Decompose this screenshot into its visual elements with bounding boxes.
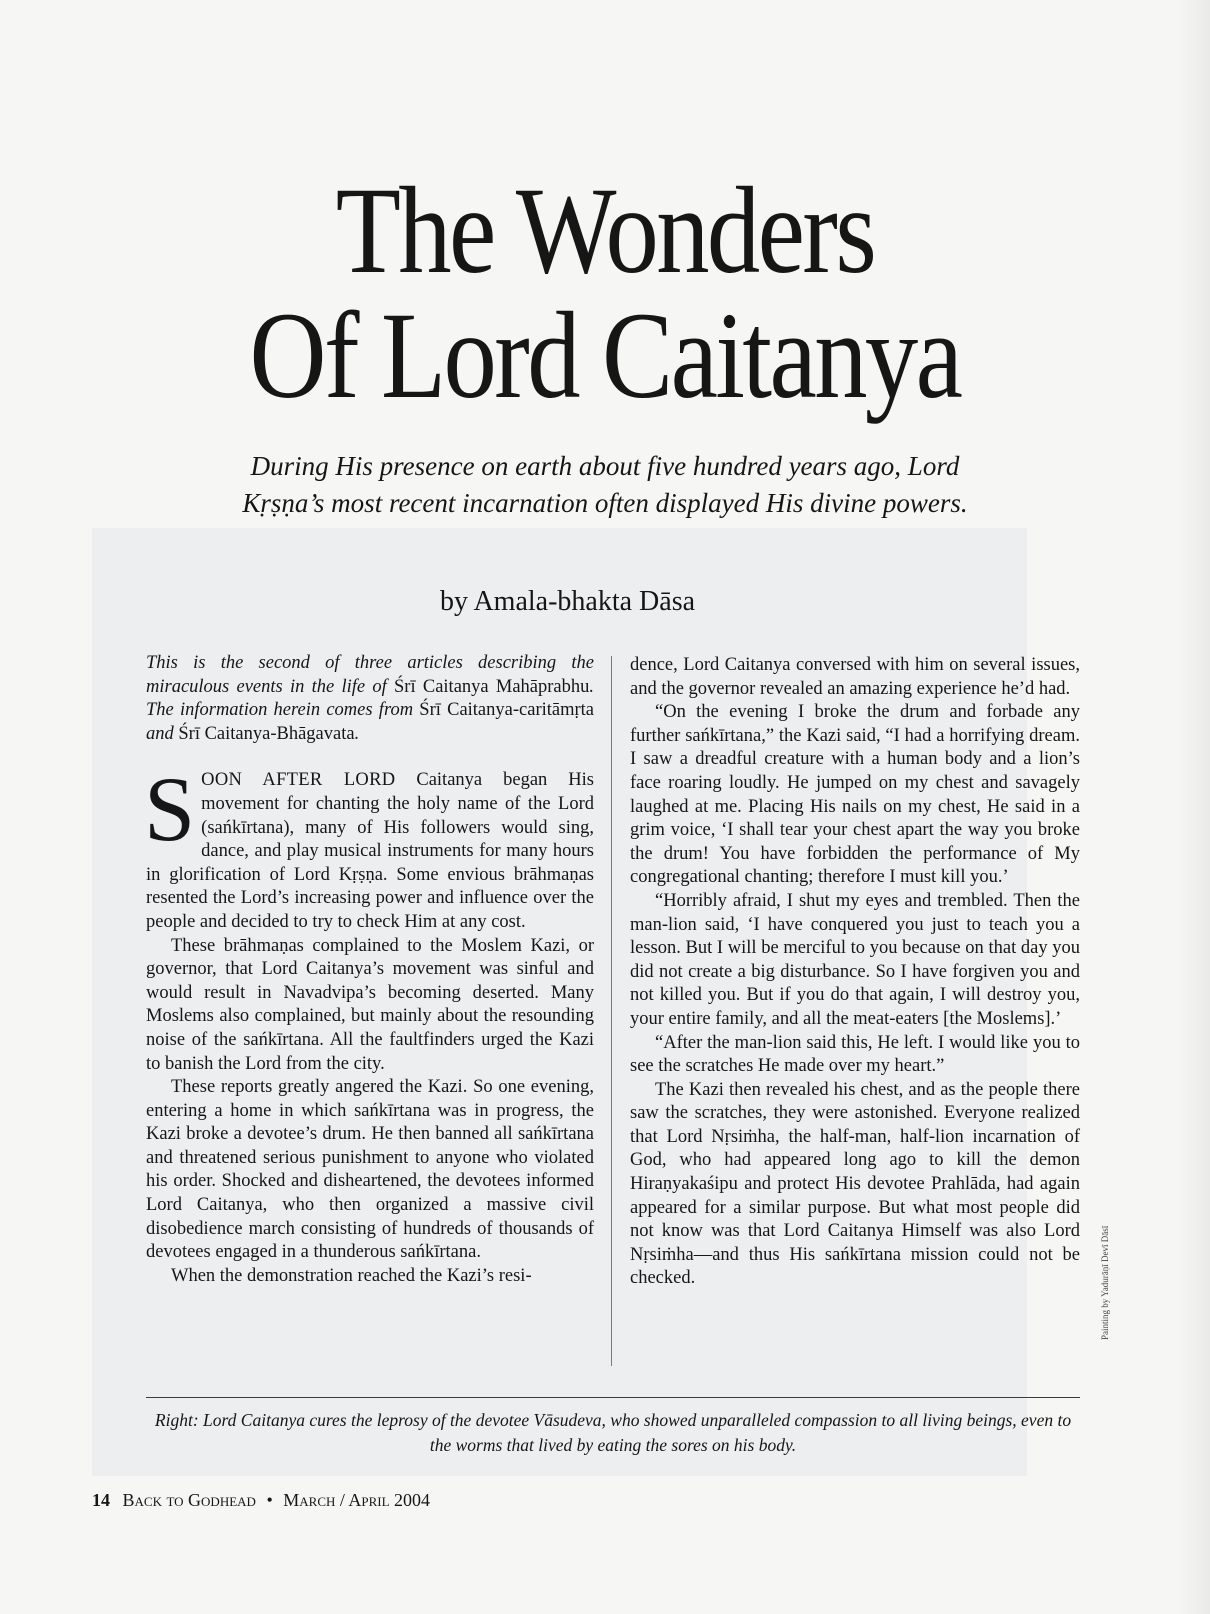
- magazine-name: Back to Godhead: [122, 1490, 256, 1510]
- intro-text: and: [146, 723, 179, 744]
- drop-cap: S: [144, 758, 196, 861]
- byline: by Amala-bhakta Dāsa: [440, 586, 696, 617]
- body-paragraph-7: “Horribly afraid, I shut my eyes and trembled. Then the man-lion said, ‘I have conquered you just to teach you a lesson. But I will be merciful to you because on that day you did not create a big disturbance. So I have forgiven you and not killed you. But if you do that again, I will destroy you, your entire family, and all the meat-eaters [the Moslems].’: [630, 890, 1080, 1029]
- body-paragraph-3: These reports greatly angered the Kazi. So one evening, entering a home in which sańkīrtana was in progress, the Kazi broke a devotee’s drum. He then banned all sańkīrtana and threatened serious punishment to anyone who violated his order. Shocked and disheartened, the devotees informed Lord Caitanya, who then organized a massive civil disobedience march consisting of hundreds of thousands of devotees engaged in a thunderous sańkīrtana.: [146, 1077, 594, 1263]
- page-number: 14: [92, 1490, 110, 1510]
- body-paragraph-1: [144, 758, 594, 934]
- intro-note: [146, 652, 594, 746]
- title-line-1: The Wonders: [335, 162, 875, 299]
- article-subtitle: During His presence on earth about five hundred years ago, Lord Kṛṣṇa’s most recent incarnation often displayed His divine powers.: [242, 451, 968, 518]
- intro-book-title: Śrī Caitanya-caritāmṛta: [419, 700, 594, 721]
- left-column: [146, 652, 594, 1288]
- image-caption: Right: Lord Caitanya cures the leprosy of the devotee Vāsudeva, who showed unparalleled compassion to all living beings, even to the worms that lived by eating the sores on his body.: [154, 1410, 1072, 1455]
- lead-in-caps: OON AFTER LORD: [201, 770, 396, 791]
- intro-text: This is the second of three articles describing the miraculous events in the life of: [146, 653, 594, 697]
- article-title: [85, 162, 1126, 424]
- column-divider: [611, 656, 612, 1366]
- intro-text: .: [354, 723, 360, 744]
- body-paragraph-6: “On the evening I broke the drum and forbade any further sańkīrtana,” the Kazi said, “I had a horrifying dream. I saw a dreadful creature with a human body and a lion’s face roaring loudly. He jumped on my chest and savagely laughed at me. Placing His nails on my chest, He said in a grim voice, ‘I shall tear your chest apart the way you broke the drum! You have forbidden the performance of My congregational chanting; therefore I must kill you.’: [630, 702, 1080, 888]
- paragraph-text: Caitanya began His movement for chanting the holy name of the Lord (sańkīrtana), many of His followers would sing, dance, and play musical instruments for many hours in glorification of Lord Kṛṣṇa. Some envious brāhmaṇas resented the Lord’s increasing power and influence over the people and decided to try to check Him at any cost.: [146, 770, 594, 932]
- title-line-2: Of Lord Caitanya: [249, 287, 961, 424]
- body-paragraph-8: “After the man-lion said this, He left. I would like you to see the scratches He made over my heart.”: [630, 1032, 1080, 1077]
- issue-date: March / April 2004: [283, 1490, 431, 1510]
- page-footer: [92, 1488, 430, 1512]
- right-column: [630, 654, 1080, 1291]
- caption-divider: [146, 1397, 1080, 1398]
- body-paragraph-5: dence, Lord Caitanya conversed with him on several issues, and the governor revealed an amazing experience he’d had.: [630, 655, 1080, 699]
- painting-credit: Painting by Yadurāṇī Devī Dāsī: [1100, 1225, 1110, 1340]
- intro-name: Śrī Caitanya Mahāprabhu: [394, 676, 590, 697]
- body-paragraph-2: These brāhmaṇas complained to the Moslem Kazi, or governor, that Lord Caitanya’s movement was sinful and would result in Navadvipa’s becoming deserted. Many Moslems also complained, but mainly about the resounding noise of the sańkīrtana. All the faultfinders urged the Kazi to banish the Lord from the city.: [146, 935, 594, 1074]
- body-paragraph-4: When the demonstration reached the Kazi’s resi-: [171, 1265, 532, 1286]
- footer-separator: •: [266, 1490, 273, 1510]
- page-edge-shadow: [1176, 0, 1210, 1614]
- intro-book-title: Śrī Caitanya-Bhāgavata: [178, 723, 355, 744]
- body-paragraph-9: The Kazi then revealed his chest, and as the people there saw the scratches, they were astonished. Everyone realized that Lord Nṛsiṁha, the half-man, half-lion incarnation of God, who had appeared long ago to kill the demon Hiraṇyakaśipu and protect His devotee Prahlāda, had again appeared for a similar purpose. But what most people did not know was that Lord Caitanya Himself was also Lord Nṛsiṁha—and thus His sańkīrtana mission could not be checked.: [630, 1079, 1080, 1289]
- intro-text: . The information herein comes from: [146, 676, 594, 721]
